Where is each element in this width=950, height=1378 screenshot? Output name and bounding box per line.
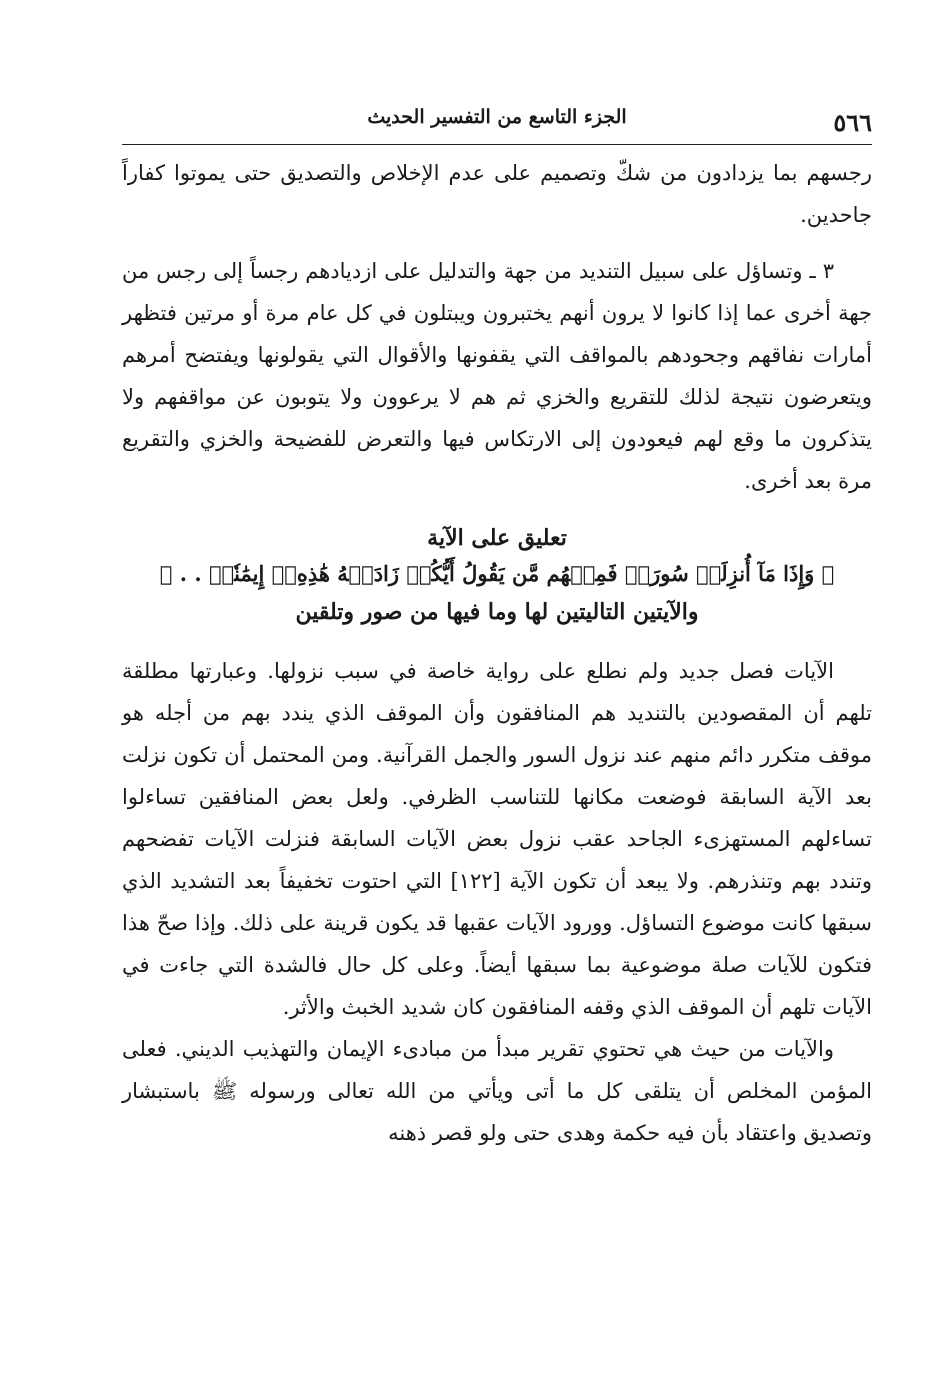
running-title: الجزء التاسع من التفسير الحديث	[367, 106, 627, 128]
section-title: تعليق على الآية	[427, 525, 567, 551]
paragraph: الآيات فصل جديد ولم نطلع على رواية خاصة في سبب نزولها. وعبارتها مطلقة تلهم أن المقصودين بالتنديد هم المنافقون وأن الموقف الذي يندد بهم من أجله هو موقف متكرر دائم منهم عند نزول السور والجمل القرآنية. ومن المحتمل أن تكون نزلت بعد الآية السابقة فوضعت مكانها للتناسب الظرفي. ولعل بعض المنافقين تساءلوا تساءلهم المستهزىء الجاحد عقب نزول بعض الآيات السابقة فنزلت الآيات تفضحهم وتندد بهم وتنذرهم. ولا يبعد أن تكون الآية [١٢٢] التي احتوت تخفيفاً بعد التشديد الذي سبقها كانت موضوع التساؤل. وورود الآيات عقبها قد يكون قرينة على ذلك. وإذا صحّ هذا فتكون للآيات صلة موضوعية بما سبقها أيضاً. وعلى كل حال فالشدة التي جاءت في الآيات تلهم أن الموقف الذي وقفه المنافقون كان شديد الخبث والأثر.	[122, 659, 873, 1019]
paragraph: رجسهم بما يزدادون من شكّ وتصميم على عدم الإخلاص والتصديق حتى يموتوا كفاراً جاحدين.	[122, 161, 872, 227]
page-body	[122, 152, 872, 1154]
quran-verse-quote: ﴿ وَإِذَا مَآ أُنزِلَتۡ سُورَةٞ فَمِنۡهُم مَّن يَقُولُ أَيُّكُمۡ زَادَتۡهُ هَٰذِهِۦٓ إِيمَٰنٗاۚ . . ﴾	[159, 561, 835, 586]
paragraph: ٣ ـ وتساؤل على سبيل التنديد من جهة والتدليل على ازديادهم رجساً إلى رجس من جهة أخرى عما إذا كانوا لا يرون أنهم يختبرون ويبتلون في كل عام مرة أو مرتين فتظهر أمارات نفاقهم وجحودهم بالمواقف التي يقفونها والأقوال التي يقولونها ويفتضح أمرهم ويتعرضون نتيجة لذلك للتقريع والخزي ثم هم لا يرعوون ولا يتوبون عن مواقفهم ولا يتذكرون ما وقع لهم فيعودون إلى الارتكاس فيها والتعرض للفضيحة والخزي والتقريع مرة بعد أخرى.	[122, 259, 872, 493]
page-header	[122, 104, 872, 145]
page-number: ٥٦٦	[833, 108, 872, 137]
section-subtitle: والآيتين التاليتين لها وما فيها من صور وتلقين	[295, 599, 699, 625]
paragraph: والآيات من حيث هي تحتوي تقرير مبدأ من مبادىء الإيمان والتهذيب الديني. فعلى المؤمن المخلص أن يتلقى كل ما أتى ويأتي من الله تعالى ورسوله ﷺ باستبشار وتصديق واعتقاد بأن فيه حكمة وهدى حتى ولو قصر ذهنه	[122, 1037, 872, 1145]
